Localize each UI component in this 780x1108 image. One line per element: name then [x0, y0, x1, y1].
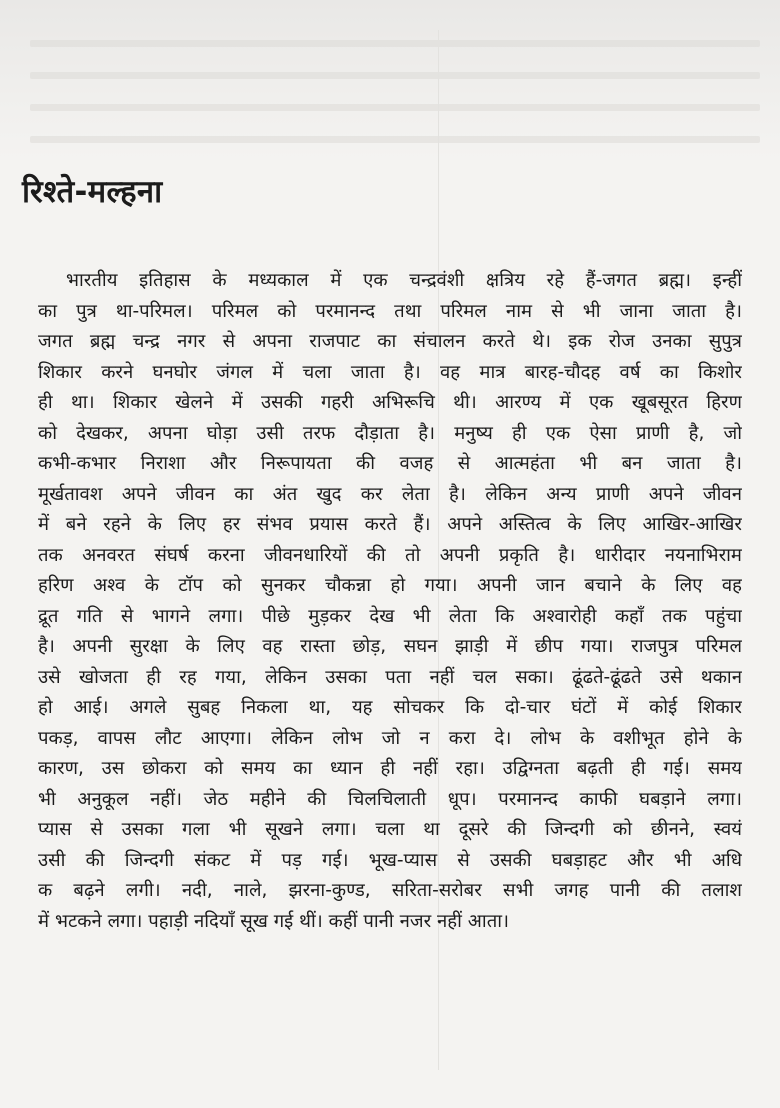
text-line: द्रूत गति से भागने लगा। पीछे मुड़कर देख भी लेता कि अश्वारोही कहाँ तक पहुंचा [38, 605, 742, 627]
text-line: हरिण अश्व के टॉप को सुनकर चौकन्ना हो गया। अपनी जान बचाने के लिए वह [38, 575, 742, 596]
text-line: शिकार करने घनघोर जंगल में चला जाता है। वह मात्र बारह-चौदह वर्ष का किशोर [38, 361, 742, 383]
bleed-through-background [0, 0, 780, 160]
text-line: प्यास से उसका गला भी सूखने लगा। चला था दूसरे की जिन्दगी को छीनने, स्वयं [38, 819, 742, 840]
text-line: ही था। शिकार खेलने में उसकी गहरी अभिरूचि थी। आरण्य में एक खूबसूरत हिरण [38, 392, 742, 413]
text-line: मूर्खतावश अपने जीवन का अंत खुद कर लेता है। लेकिन अन्य प्राणी अपने जीवन [38, 483, 742, 505]
text-line: में बने रहने के लिए हर संभव प्रयास करते हैं। अपने अस्तित्व के लिए आखिर-आखिर [38, 514, 742, 535]
text-line: भारतीय इतिहास के मध्यकाल में एक चन्द्रवंशी क्षत्रिय रहे हैं-जगत ब्रह्म। इन्हीं [66, 270, 742, 291]
text-line: तक अनवरत संघर्ष करना जीवनधारियों की तो अपनी प्रकृति है। धारीदार नयनाभिराम [38, 544, 742, 566]
text-line: उसे खोजता ही रह गया, लेकिन उसका पता नहीं चल सका। ढूंढते-ढूंढते उसे थकान [38, 666, 742, 688]
text-line: भी अनुकूल नहीं। जेठ महीने की चिलचिलाती धूप। परमानन्द काफी घबड़ाने लगा। [38, 788, 742, 810]
text-line: है। अपनी सुरक्षा के लिए वह रास्ता छोड़, सघन झाड़ी में छीप गया। राजपुत्र परिमल [38, 636, 742, 657]
text-line: पकड़, वापस लौट आएगा। लेकिन लोभ जो न करा दे। लोभ के वशीभूत होने के [38, 727, 742, 749]
body-paragraph [38, 266, 742, 937]
chapter-title: रिश्ते-मल्हना [22, 174, 163, 210]
text-line: क बढ़ने लगी। नदी, नाले, झरना-कुण्ड, सरिता-सरोबर सभी जगह पानी की तलाश [38, 880, 742, 901]
text-line: हो आई। अगले सुबह निकला था, यह सोचकर कि दो-चार घंटों में कोई शिकार [38, 697, 742, 718]
text-line: कभी-कभार निराशा और निरूपायता की वजह से आत्महंता भी बन जाता है। [38, 453, 742, 474]
text-line: कारण, उस छोकरा को समय का ध्यान ही नहीं रहा। उद्विग्नता बढ़ती ही गई। समय [38, 758, 742, 779]
text-line: में भटकने लगा। पहाड़ी नदियाँ सूख गई थीं। कहीं पानी नजर नहीं आता। [38, 910, 510, 932]
text-line: उसी की जिन्दगी संकट में पड़ गई। भूख-प्यास से उसकी घबड़ाहट और भी अधि [38, 849, 742, 871]
text-line: को देखकर, अपना घोड़ा उसी तरफ दौड़ाता है। मनुष्य ही एक ऐसा प्राणी है, जो [38, 422, 742, 444]
text-line: का पुत्र था-परिमल। परिमल को परमानन्द तथा परिमल नाम से भी जाना जाता है। [38, 300, 742, 322]
text-line: जगत ब्रह्म चन्द्र नगर से अपना राजपाट का संचालन करते थे। इक रोज उनका सुपुत्र [38, 331, 742, 352]
